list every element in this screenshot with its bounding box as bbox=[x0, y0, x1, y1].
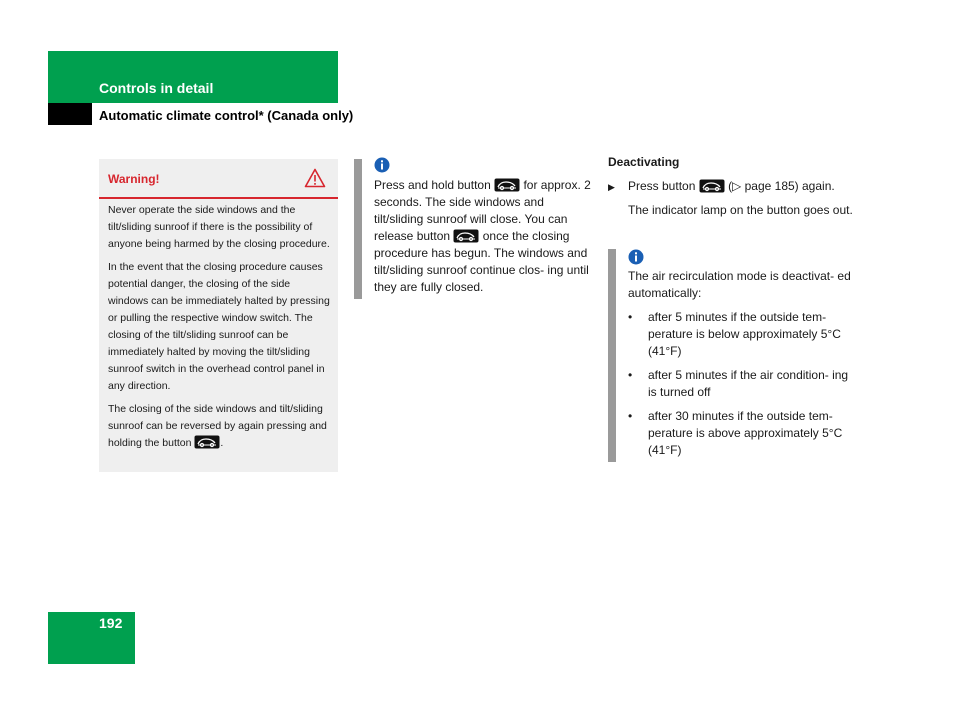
info-icon bbox=[628, 249, 644, 265]
warning-label: Warning! bbox=[108, 172, 160, 186]
warning-paragraph: In the event that the closing procedure causes potential danger, the closing of the side windows can be immediately halted by pressing or pulling the respective window switch. The closing of the tilt/sliding sunroof can be immediately halted by moving the tilt/sliding sunroof switch in the overhead control panel in any direction. bbox=[108, 261, 330, 392]
page-number: 192 bbox=[99, 615, 123, 631]
list-item: • after 30 minutes if the outside tem- perature is above approximately 5°C (41°F) bbox=[628, 409, 843, 457]
air-recirculation-button-icon bbox=[453, 229, 479, 243]
air-recirculation-button-icon bbox=[194, 435, 220, 449]
list-item: • after 5 minutes if the outside tem- perature is below approximately 5°C (41°F) bbox=[628, 310, 841, 358]
warning-header bbox=[99, 159, 338, 199]
bullet-icon: • bbox=[628, 310, 633, 324]
list-item: • after 5 minutes if the air condition- ing is turned off bbox=[628, 368, 849, 399]
info-text: The air recirculation mode is deactivat- ed automatically: bbox=[628, 269, 851, 300]
warning-body bbox=[108, 202, 330, 458]
air-recirculation-button-icon bbox=[494, 178, 520, 192]
page-subtitle: Automatic climate control* (Canada only) bbox=[99, 108, 354, 123]
info-icon bbox=[374, 157, 390, 173]
info-bar bbox=[608, 249, 616, 462]
info-bar bbox=[354, 159, 362, 299]
section-title: Controls in detail bbox=[99, 80, 214, 96]
bullet-icon: • bbox=[628, 368, 633, 382]
warning-triangle-icon bbox=[304, 168, 326, 188]
warning-box bbox=[99, 159, 338, 472]
deactivating-heading: Deactivating bbox=[608, 155, 680, 169]
deactivating-note: The indicator lamp on the button goes out. bbox=[628, 203, 853, 217]
warning-paragraph: The closing of the side windows and tilt/sliding sunroof can be reversed by again pressing and holding the button . bbox=[108, 403, 327, 449]
bullet-icon: • bbox=[628, 409, 633, 423]
info-text: Press and hold button for approx. 2 seconds. The side windows and tilt/sliding sunroof will close. You can release button once the closing procedure has begun. The windows and tilt/sliding sunroof continue clos- ing until they are fully closed. bbox=[374, 178, 591, 294]
section-tab-marker bbox=[48, 103, 92, 125]
air-recirculation-button-icon bbox=[699, 179, 725, 193]
deactivating-step: ▶ Press button (▷ page 185) again. bbox=[608, 178, 858, 196]
info-bullet-list bbox=[628, 309, 858, 466]
step-arrow-icon: ▶ bbox=[608, 182, 615, 192]
warning-paragraph: Never operate the side windows and the tilt/sliding sunroof if there is the possibility of anyone being harmed by the closing procedure. bbox=[108, 204, 330, 250]
